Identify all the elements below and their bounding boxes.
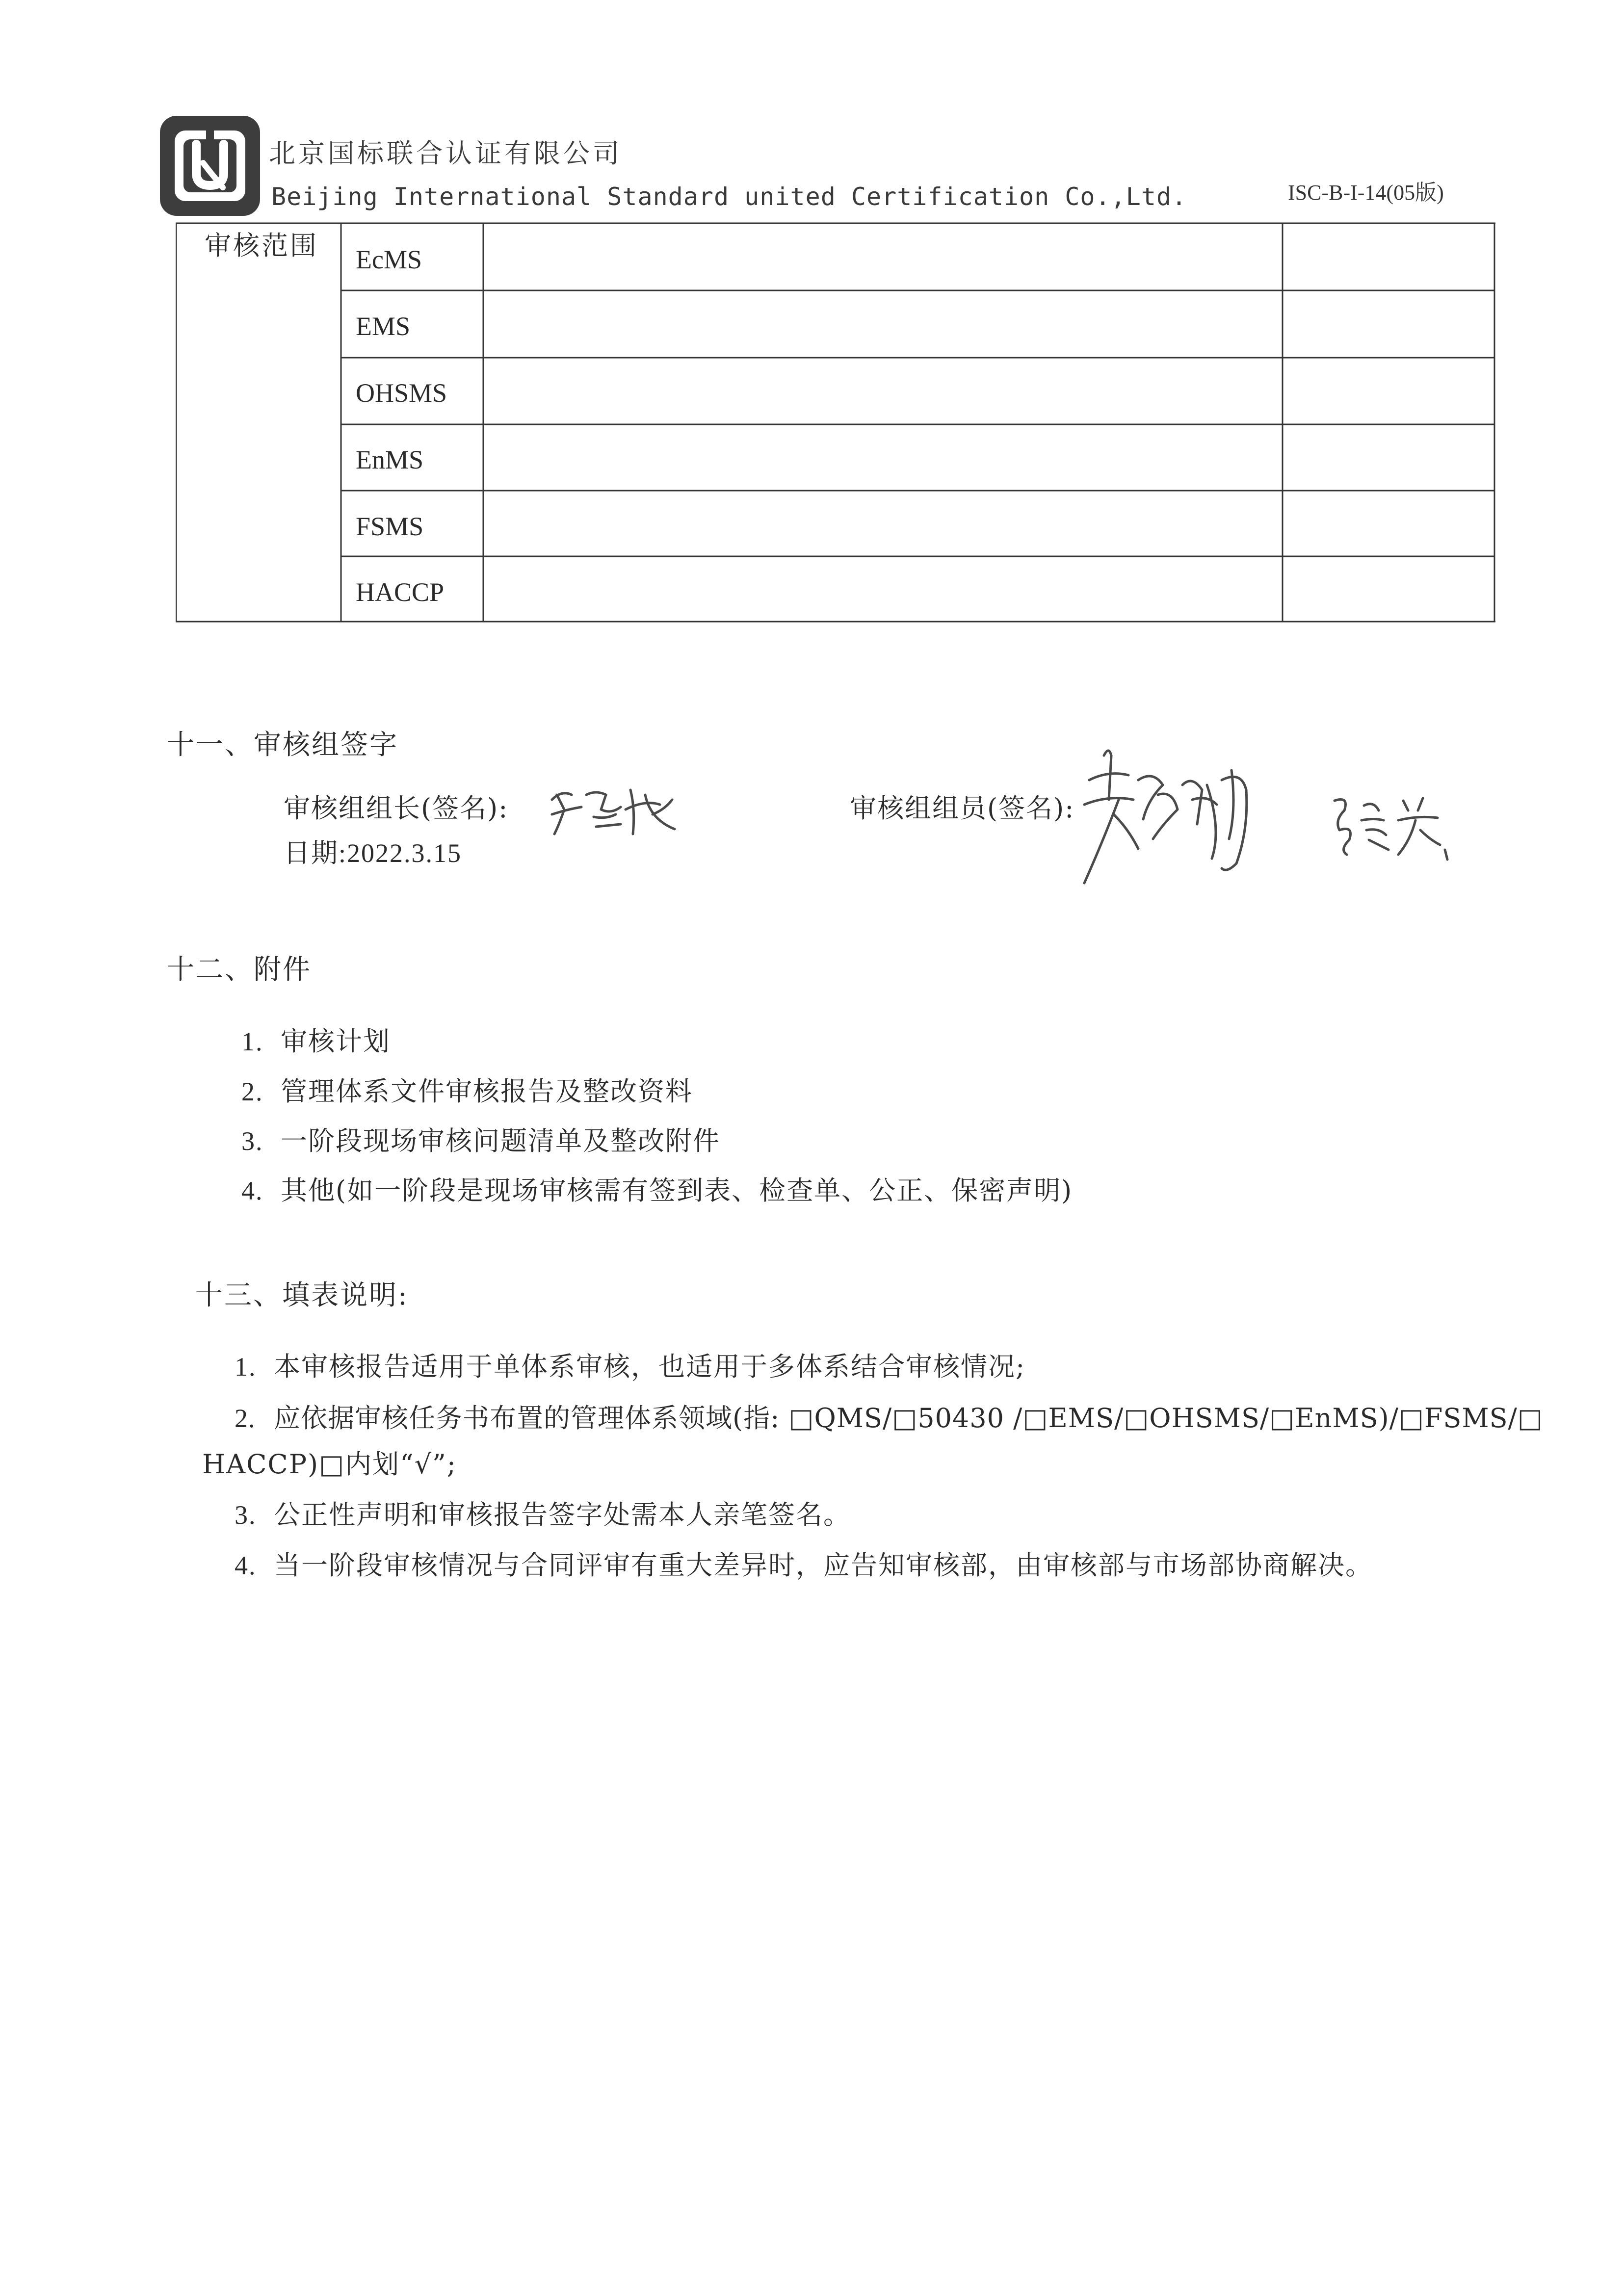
section-12-title: 十二、附件	[167, 954, 312, 986]
leader-signature	[547, 780, 684, 844]
scope-label: 审核范围	[205, 230, 318, 261]
form-code: ISC-B-I-14(05版)	[1288, 181, 1444, 205]
instruction-item: 3. 公正性声明和审核报告签字处需本人亲笔签名。	[235, 1499, 851, 1530]
instruction-item: 1. 本审核报告适用于单体系审核，也适用于多体系结合审核情况;	[235, 1351, 1026, 1382]
attachment-item: 1. 审核计划	[241, 1026, 391, 1057]
company-name-cn: 北京国标联合认证有限公司	[269, 138, 622, 169]
company-name-en: Beijing International Standard united Certification Co.,Ltd.	[271, 183, 1187, 211]
scope-row-standard: EMS	[356, 312, 411, 341]
scope-row-standard: FSMS	[356, 512, 424, 541]
scope-row-standard: OHSMS	[356, 378, 447, 408]
section-11-title: 十一、审核组签字	[167, 729, 398, 761]
scope-row-standard: EnMS	[356, 445, 424, 474]
member-signature-1	[1074, 741, 1271, 893]
scope-row-standard: EcMS	[356, 245, 422, 274]
member-sign-label: 审核组组员(签名):	[850, 793, 1075, 824]
scope-table	[176, 222, 1495, 623]
instruction-item: 4. 当一阶段审核情况与合同评审有重大差异时，应告知审核部，由审核部与市场部协商解决。	[235, 1550, 1373, 1581]
section-13-title: 十三、填表说明:	[195, 1279, 409, 1311]
scope-row-standard: HACCP	[356, 577, 445, 607]
isc-logo-icon	[158, 114, 262, 218]
leader-sign-label: 审核组组长(签名):	[284, 793, 509, 824]
sign-date: 日期:2022.3.15	[284, 838, 462, 868]
attachment-item: 4. 其他(如一阶段是现场审核需有签到表、检查单、公正、保密声明)	[241, 1175, 1073, 1206]
instruction-item: 2. 应依据审核任务书布置的管理体系领域(指: □QMS/□50430 /□EMS/□OHSMS/□EnMS)/□FSMS/□	[235, 1403, 1543, 1434]
attachment-item: 2. 管理体系文件审核报告及整改资料	[241, 1076, 693, 1107]
member-signature-2	[1325, 791, 1452, 864]
attachment-item: 3. 一阶段现场审核问题清单及整改附件	[241, 1125, 720, 1156]
instruction-item-continuation: HACCP)□内划“√”;	[202, 1449, 457, 1480]
